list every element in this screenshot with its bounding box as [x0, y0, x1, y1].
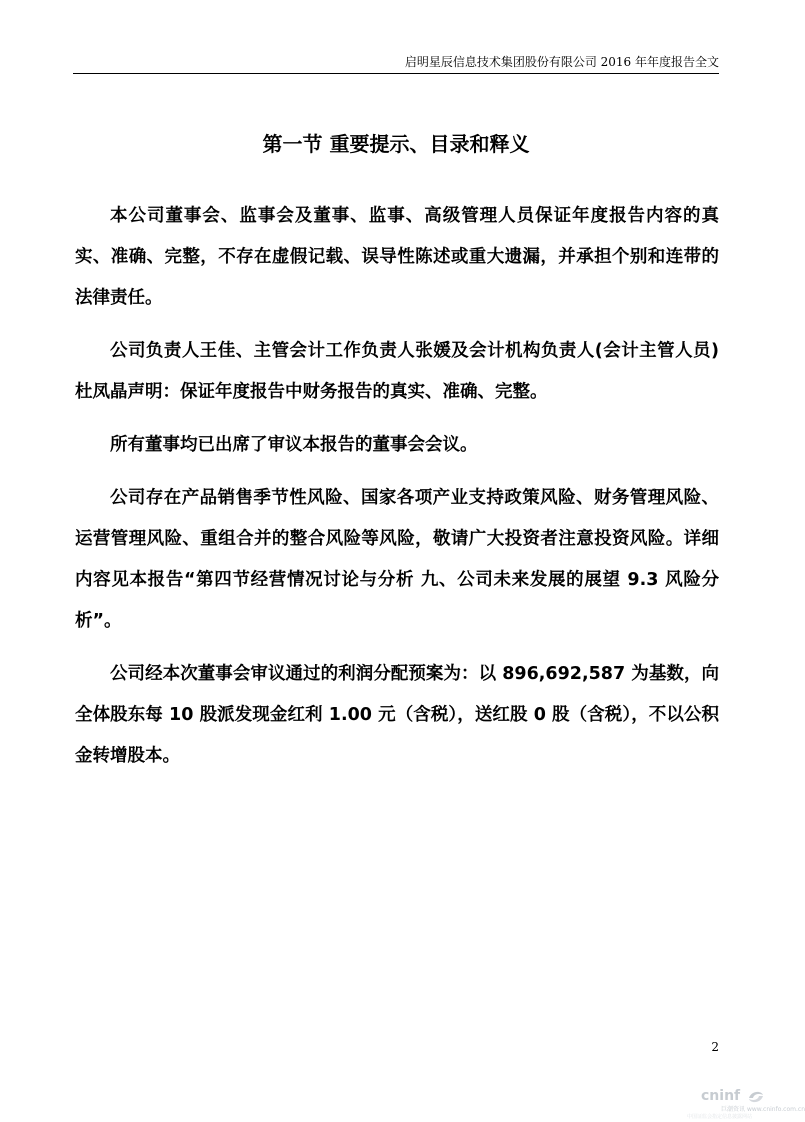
page-number: 2: [711, 1040, 719, 1054]
paragraph-risk-notice: 公司存在产品销售季节性风险、国家各项产业支持政策风险、财务管理风险、运营管理风险、重组合并的整合风险等风险，敬请广大投资者注意投资风险。详细内容见本报告“第四节经营情况讨论与分析 九、公司未来发展的展望 9.3 风险分析”。: [75, 488, 719, 631]
body-text: [75, 196, 719, 789]
paragraph-profit-distribution: 公司经本次董事会审议通过的利润分配预案为：以 896,692,587 为基数，向全体股东每 10 股派发现金红利 1.00 元（含税），送红股 0 股（含税），不以公积金转增股本。: [75, 664, 719, 766]
cninfo-watermark: [687, 1088, 805, 1122]
paragraph-board-attendance: 所有董事均已出席了审议本报告的董事会会议。: [110, 435, 478, 455]
watermark-tagline: 中国证监会指定信息披露网站: [687, 1114, 753, 1120]
running-header: 启明星辰信息技术集团股份有限公司 2016 年年度报告全文: [404, 55, 719, 69]
section-title: 第一节 重要提示、目录和释义: [262, 132, 530, 156]
watermark-logo-text: cninf: [701, 1088, 741, 1104]
paragraph-officer-declaration: 公司负责人王佳、主管会计工作负责人张媛及会计机构负责人(会计主管人员)杜凤晶声明：保证年度报告中财务报告的真实、准确、完整。: [75, 341, 719, 402]
header-rule: [73, 73, 719, 74]
watermark-subtitle: 巨潮资讯 www.cninfo.com.cn: [721, 1106, 805, 1113]
watermark-swirl-icon: [747, 1089, 765, 1105]
paragraph-responsibility-statement: 本公司董事会、监事会及董事、监事、高级管理人员保证年度报告内容的真实、准确、完整，不存在虚假记载、误导性陈述或重大遗漏，并承担个别和连带的法律责任。: [75, 206, 719, 308]
